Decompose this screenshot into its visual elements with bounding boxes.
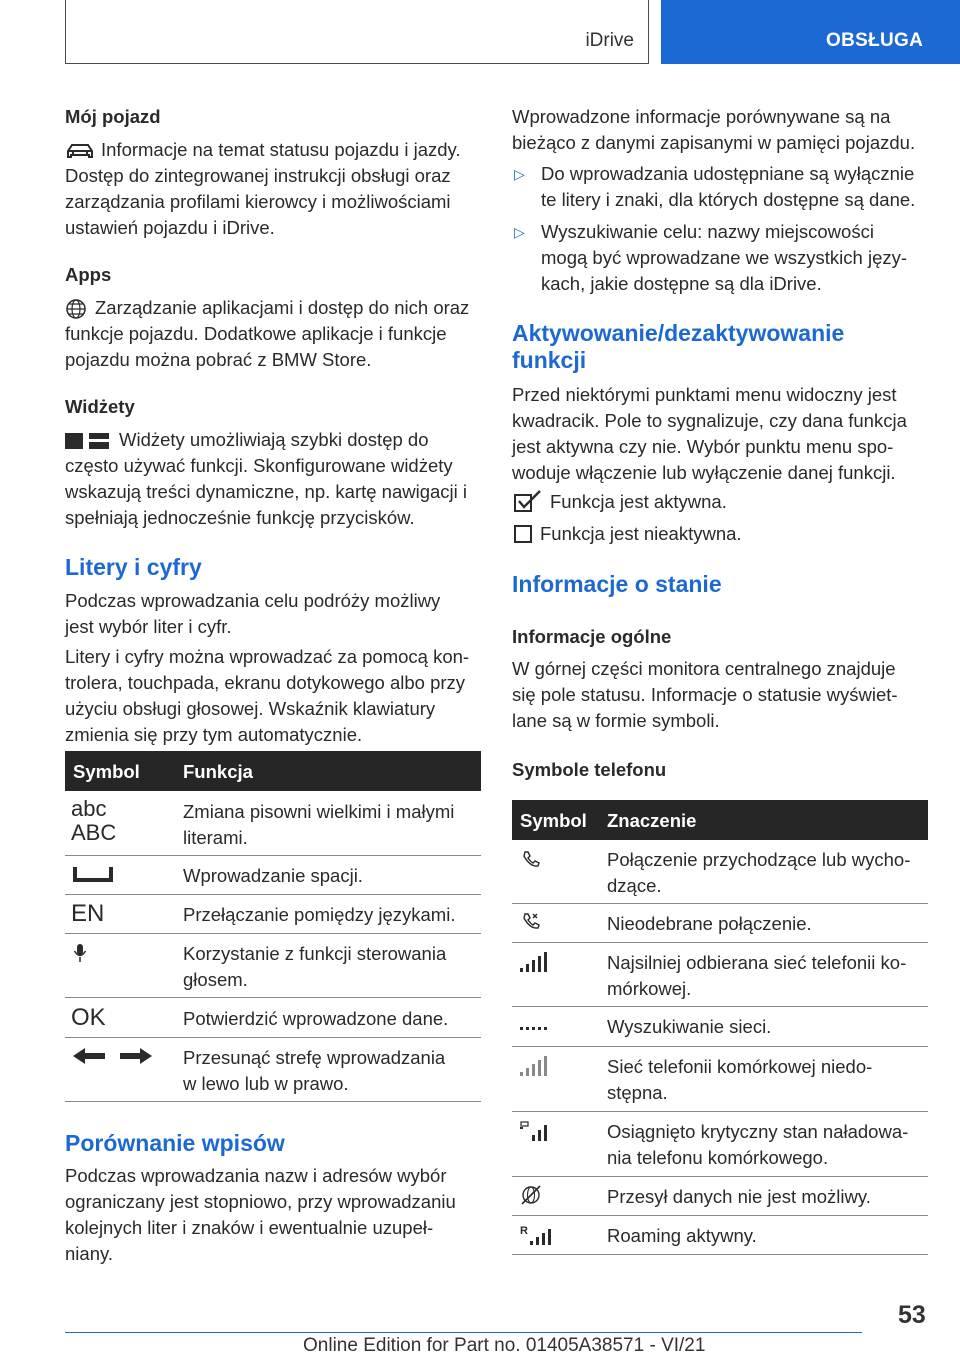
bullet1-line2: te litery i znaki, dla których dostępne są dane. [541, 189, 916, 210]
heading-info-ogolne: Informacje ogólne [512, 626, 672, 647]
heading-aktyw-2: funkcji [512, 347, 587, 373]
phone-row6-line2: nia telefonu komórkowego. [607, 1147, 829, 1168]
heading-porownanie: Porównanie wpisów [65, 1130, 285, 1156]
row-divider [512, 942, 928, 943]
checkbox-checked-icon [514, 490, 542, 512]
apps-text1: Zarządzanie aplikacjami i dostęp do nich oraz [95, 297, 470, 318]
footer-edition: Online Edition for Part no. 01405A38571 - VI/21 [303, 1335, 706, 1356]
footer-rule [65, 1332, 862, 1333]
heading-symbole-telefonu: Symbole telefonu [512, 759, 667, 780]
row-divider [512, 1046, 928, 1047]
intro-line1: Wprowadzone informacje porównywane są na [512, 106, 891, 127]
moj-pojazd-text1: Informacje na temat statusu pojazdu i jazdy. [101, 139, 461, 160]
row-divider [65, 894, 481, 895]
network-search-icon [520, 1025, 548, 1031]
litery-line2: jest wybór liter i cyfr. [65, 616, 232, 637]
info-line2: się pole statusu. Informacje o statusie wyświet- [512, 684, 898, 705]
intro-line2: bieżąco z danymi zapisanymi w pamięci pojazdu. [512, 132, 916, 153]
row-divider [512, 1111, 928, 1112]
roaming-icon [520, 1224, 552, 1246]
row3-line1: Przełączanie pomiędzy językami. [183, 904, 456, 925]
row2-line1: Wprowadzanie spacji. [183, 865, 363, 886]
col-funkcja: Funkcja [183, 761, 253, 782]
porownanie-line2: ograniczany jest stopniowo, przy wprowadzaniu [65, 1191, 456, 1212]
header-section: iDrive [585, 30, 634, 51]
signal-full-icon [520, 952, 548, 972]
abc-lower: abc [71, 796, 107, 821]
bullet-triangle-icon: ▷ [514, 224, 525, 240]
heading-litery: Litery i cyfry [65, 554, 202, 580]
arrow-left-icon [73, 1048, 105, 1064]
checkbox-empty-icon [514, 525, 532, 543]
row-divider [65, 1101, 481, 1102]
checkbox-active-label: Funkcja jest aktywna. [550, 491, 727, 512]
header-frame [65, 0, 649, 64]
microphone-icon [73, 943, 87, 963]
phone-call-icon [522, 850, 540, 868]
no-data-icon [520, 1185, 542, 1205]
checkbox-inactive-label: Funkcja jest nieaktywna. [540, 523, 742, 544]
litery-line3: Litery i cyfry można wprowadzać za pomocą kon- [65, 646, 470, 667]
widzety-line2: często używać funkcji. Skonfigurowane widżety [65, 455, 453, 476]
bullet2-line2: mogą być wprowadzane we wszystkich języ- [541, 247, 908, 268]
bullet2-line1: Wyszukiwanie celu: nazwy miejscowości [541, 221, 874, 242]
aktyw-line2: kwadracik. Pole to sygnalizuje, czy dana funkcja [512, 410, 907, 431]
row1-line1: Zmiana pisowni wielkimi i małymi [183, 801, 455, 822]
header-chapter: OBSŁUGA [826, 30, 924, 51]
bullet-triangle-icon: ▷ [514, 166, 525, 182]
porownanie-line1: Podczas wprowadzania nazw i adresów wybór [65, 1165, 447, 1186]
phone-row4-line1: Wyszukiwanie sieci. [607, 1016, 772, 1037]
battery-critical-icon [520, 1121, 550, 1141]
porownanie-line4: niany. [65, 1243, 113, 1264]
row-divider [512, 1254, 928, 1255]
table-header-symbols [65, 751, 481, 791]
row5-line1: Potwierdzić wprowadzone dane. [183, 1008, 449, 1029]
widzety-line1 [65, 427, 429, 453]
bullet2-line3: kach, jakie dostępne są dla iDrive. [541, 273, 822, 294]
row-divider [512, 903, 928, 904]
language-symbol: EN [71, 900, 105, 927]
col-symbol: Symbol [73, 761, 140, 782]
heading-aktyw-1: Aktywowanie/dezaktywowanie [512, 320, 845, 346]
info-line1: W górnej części monitora centralnego znajduje [512, 658, 896, 679]
row-divider [512, 1006, 928, 1007]
widzety-text1: Widżety umożliwiają szybki dostęp do [119, 429, 429, 450]
aktyw-line4: woduje włączenie lub wyłączenie danej funkcji. [512, 462, 896, 483]
header-chapter-tab [661, 0, 960, 64]
info-line3: lane są w formie symboli. [512, 710, 720, 731]
heading-apps: Apps [65, 264, 112, 285]
signal-unavailable-icon [520, 1056, 548, 1076]
globe-icon [65, 298, 87, 320]
row1-line2: literami. [183, 827, 248, 848]
litery-line1: Podczas wprowadzania celu podróży możliwy [65, 590, 441, 611]
litery-line6: zmienia się przy tym automatycznie. [65, 724, 363, 745]
phone-row2-line1: Nieodebrane połączenie. [607, 913, 812, 934]
row-divider [65, 997, 481, 998]
table-header-phone [512, 800, 928, 840]
row6-line2: w lewo lub w prawo. [183, 1073, 349, 1094]
abc-symbol [71, 797, 116, 845]
row4-line1: Korzystanie z funkcji sterowania [183, 943, 447, 964]
phone-row3-line1: Najsilniej odbierana sieć telefonii ko- [607, 952, 907, 973]
moj-pojazd-line2: Dostęp do zintegrowanej instrukcji obsługi oraz [65, 165, 451, 186]
widgets-icon [65, 432, 111, 450]
abc-upper: ABC [71, 820, 117, 845]
bullet1-line1: Do wprowadzania udostępniane są wyłącznie [541, 163, 915, 184]
svg-text:R: R [520, 1225, 528, 1237]
phone-row3-line2: mórkowej. [607, 978, 692, 999]
page-number: 53 [898, 1301, 926, 1329]
widzety-line3: wskazują treści dynamiczne, np. kartę nawigacji i [65, 481, 468, 502]
moj-pojazd-line4: ustawień pojazdu i iDrive. [65, 217, 275, 238]
arrow-right-icon [120, 1048, 152, 1064]
heading-widzety: Widżety [65, 396, 135, 417]
space-icon [73, 865, 113, 883]
row-divider [512, 1176, 928, 1177]
apps-line3: pojazdu można pobrać z BMW Store. [65, 349, 372, 370]
phone-row8-line1: Roaming aktywny. [607, 1225, 757, 1246]
phone-row6-line1: Osiągnięto krytyczny stan naładowa- [607, 1121, 909, 1142]
heading-moj-pojazd: Mój pojazd [65, 106, 161, 127]
phone-row1-line1: Połączenie przychodzące lub wycho- [607, 849, 911, 870]
apps-line1 [65, 295, 469, 321]
litery-line5: użyciu obsługi głosowej. Wskaźnik klawiatury [65, 698, 436, 719]
phone-row7-line1: Przesył danych nie jest możliwy. [607, 1186, 871, 1207]
moj-pojazd-line1 [65, 137, 461, 163]
litery-line4: trolera, touchpada, ekranu dotykowego albo przy [65, 672, 466, 693]
missed-call-icon [522, 912, 540, 930]
row-divider [65, 1037, 481, 1038]
phone-row5-line1: Sieć telefonii komórkowej niedo- [607, 1056, 873, 1077]
widzety-line4: spełniają jednocześnie funkcję przycisków. [65, 507, 415, 528]
aktyw-line3: jest aktywna czy nie. Wybór punktu menu spo- [512, 436, 894, 457]
row-divider [512, 1215, 928, 1216]
apps-line2: funkcje pojazdu. Dodatkowe aplikacje i funkcje [65, 323, 447, 344]
porownanie-line3: kolejnych liter i znaków i ewentualnie uzupeł- [65, 1217, 434, 1238]
phone-row5-line2: stępna. [607, 1082, 668, 1103]
heading-info: Informacje o stanie [512, 571, 722, 597]
row-divider [65, 933, 481, 934]
col-symbol: Symbol [520, 810, 587, 831]
row-divider [65, 855, 481, 856]
col-znaczenie: Znaczenie [607, 810, 697, 831]
moj-pojazd-line3: zarządzania profilami kierowcy i możliwościami [65, 191, 451, 212]
ok-symbol: OK [71, 1004, 106, 1031]
aktyw-line1: Przed niektórymi punktami menu widoczny jest [512, 384, 897, 405]
row4-line2: głosem. [183, 969, 248, 990]
car-icon [65, 142, 95, 160]
row6-line1: Przesunąć strefę wprowadzania [183, 1047, 446, 1068]
phone-row1-line2: dzące. [607, 875, 662, 896]
